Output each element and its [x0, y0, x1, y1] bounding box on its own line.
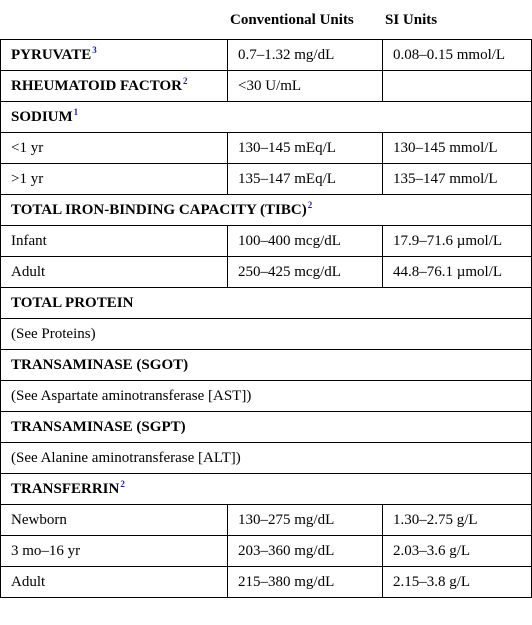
test-name: TOTAL PROTEIN: [11, 294, 134, 311]
section-heading: [1, 288, 532, 319]
test-name-cell: [1, 164, 228, 195]
reference-superscript: 1: [73, 106, 79, 117]
si-value: 44.8–76.1 µmol/L: [383, 257, 532, 288]
see-also-note: [1, 319, 532, 350]
test-name: SODIUM: [11, 108, 73, 125]
test-name: (See Aspartate aminotransferase [AST]): [11, 387, 252, 404]
table-row: [1, 102, 532, 133]
section-heading: [1, 195, 532, 226]
si-value: 135–147 mmol/L: [383, 164, 532, 195]
conventional-value: 203–360 mg/dL: [228, 536, 383, 567]
reference-superscript: 2: [120, 478, 125, 489]
table-row: [1, 164, 532, 195]
test-name: Adult: [11, 573, 46, 590]
see-also-note: [1, 443, 532, 474]
conventional-value: 250–425 mcg/dL: [228, 257, 383, 288]
si-value: 130–145 mmol/L: [383, 133, 532, 164]
table-row: [1, 257, 532, 288]
si-value: 17.9–71.6 µmol/L: [383, 226, 532, 257]
section-heading: [1, 474, 532, 505]
test-name-cell: [1, 257, 228, 288]
test-name: TOTAL IRON-BINDING CAPACITY (TIBC): [11, 201, 307, 218]
test-name: Infant: [11, 232, 47, 249]
si-value: 2.15–3.8 g/L: [383, 567, 532, 598]
header-conventional-units: Conventional Units: [228, 1, 383, 40]
table-row: [1, 350, 532, 381]
section-heading: [1, 412, 532, 443]
reference-superscript: 2: [307, 199, 313, 210]
test-name: PYRUVATE: [11, 46, 92, 63]
si-value: [383, 71, 532, 102]
table-row: [1, 412, 532, 443]
table-row: [1, 40, 532, 71]
test-name: 3 mo–16 yr: [11, 542, 81, 559]
test-name: Newborn: [11, 511, 67, 528]
table-row: [1, 288, 532, 319]
si-value: 1.30–2.75 g/L: [383, 505, 532, 536]
test-name: Adult: [11, 263, 46, 280]
table-row: [1, 505, 532, 536]
conventional-value: 130–145 mEq/L: [228, 133, 383, 164]
table-row: [1, 226, 532, 257]
table-row: [1, 195, 532, 226]
table-body: [1, 40, 532, 598]
table-row: [1, 133, 532, 164]
test-name: TRANSFERRIN: [11, 480, 120, 497]
header-si-units: SI Units: [383, 1, 532, 40]
reference-superscript: 3: [92, 44, 97, 55]
test-name: RHEUMATOID FACTOR: [11, 77, 182, 94]
table-row: [1, 381, 532, 412]
table-row: [1, 567, 532, 598]
section-heading: [1, 350, 532, 381]
conventional-value: 100–400 mcg/dL: [228, 226, 383, 257]
header-test-name: [1, 1, 228, 40]
conventional-value: 135–147 mEq/L: [228, 164, 383, 195]
table-row: [1, 71, 532, 102]
test-name-cell: [1, 133, 228, 164]
table-row: [1, 443, 532, 474]
test-name: <1 yr: [11, 139, 44, 156]
test-name: (See Proteins): [11, 325, 96, 342]
conventional-value: 130–275 mg/dL: [228, 505, 383, 536]
table-row: [1, 319, 532, 350]
si-value: 2.03–3.6 g/L: [383, 536, 532, 567]
test-name: (See Alanine aminotransferase [ALT]): [11, 449, 241, 466]
table-row: [1, 474, 532, 505]
table-row: [1, 536, 532, 567]
test-name-cell: [1, 226, 228, 257]
test-name-cell: [1, 71, 228, 102]
si-value: 0.08–0.15 mmol/L: [383, 40, 532, 71]
table-header-row: [1, 1, 532, 40]
see-also-note: [1, 381, 532, 412]
conventional-value: 0.7–1.32 mg/dL: [228, 40, 383, 71]
test-name-cell: [1, 40, 228, 71]
test-name-cell: [1, 505, 228, 536]
test-name: >1 yr: [11, 170, 44, 187]
conventional-value: 215–380 mg/dL: [228, 567, 383, 598]
conventional-value: <30 U/mL: [228, 71, 383, 102]
reference-superscript: 2: [182, 75, 188, 86]
test-name-cell: [1, 536, 228, 567]
section-heading: [1, 102, 532, 133]
test-name: TRANSAMINASE (SGOT): [11, 356, 189, 373]
test-name: TRANSAMINASE (SGPT): [11, 418, 186, 435]
test-name-cell: [1, 567, 228, 598]
